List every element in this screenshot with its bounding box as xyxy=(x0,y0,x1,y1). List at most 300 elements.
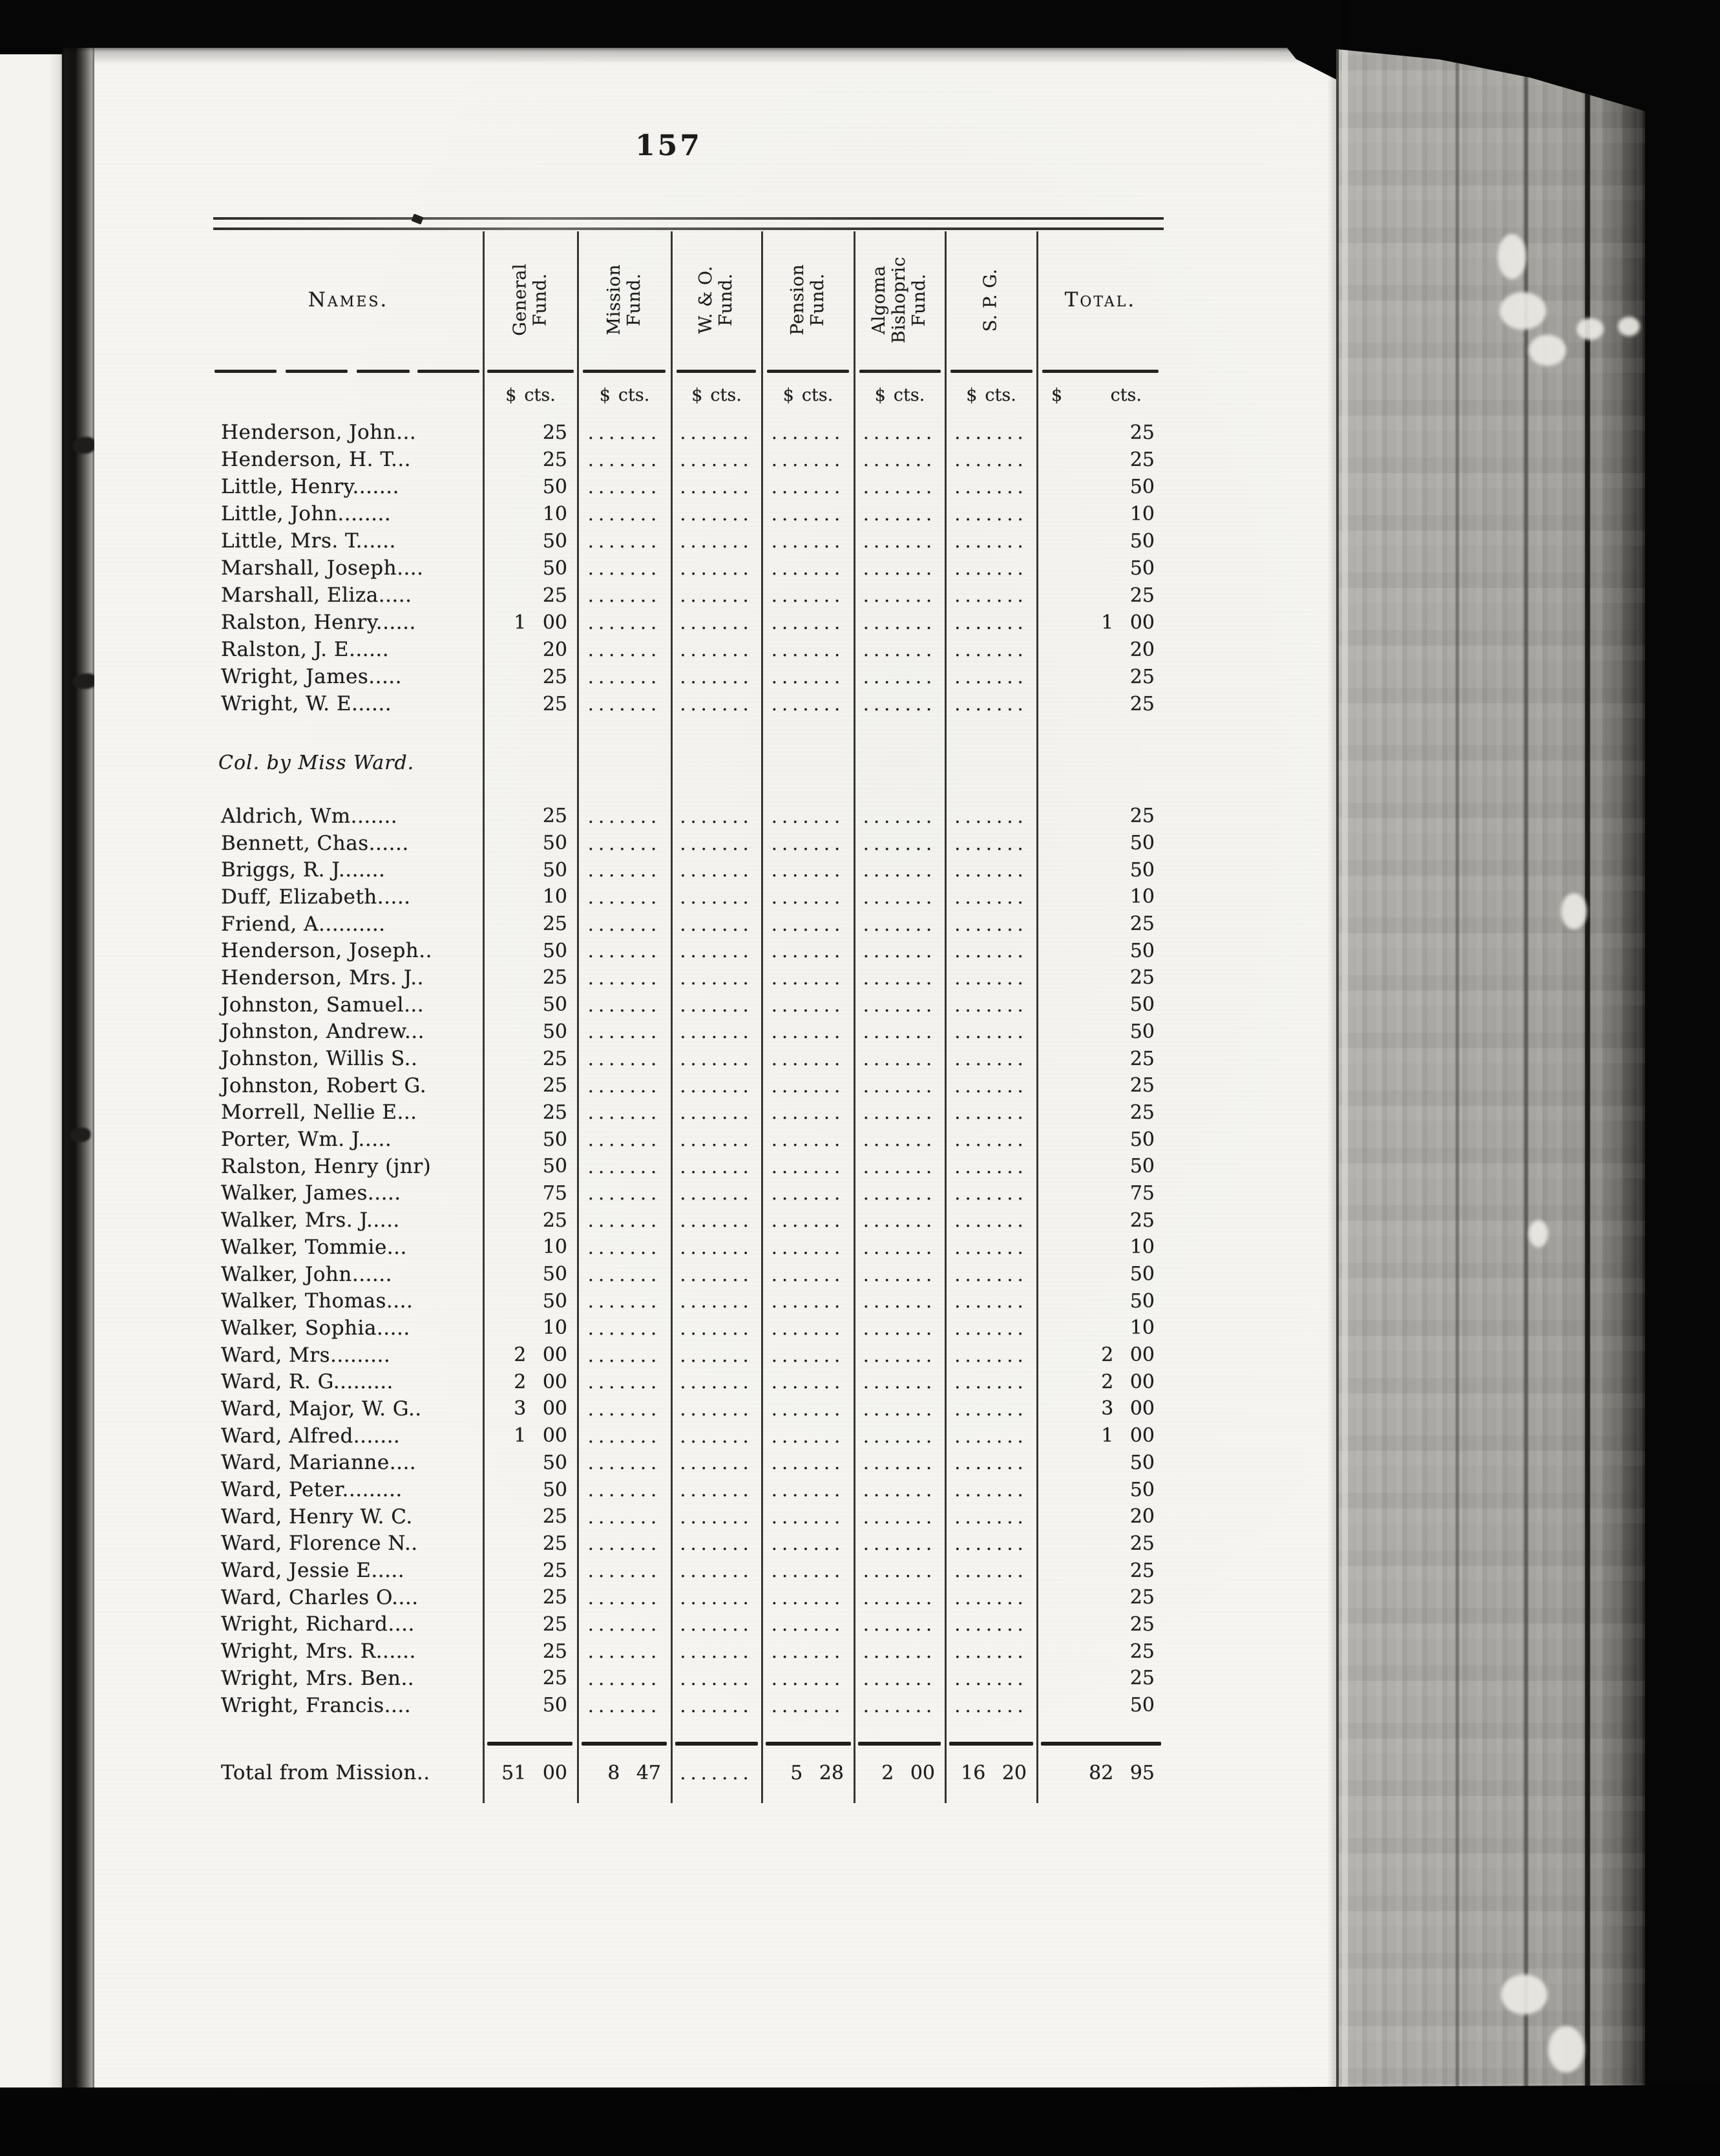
cell-algoma-empty xyxy=(854,1128,945,1150)
cell-mission-empty xyxy=(578,1128,671,1150)
row-name: Walker, Tommie... xyxy=(221,1235,407,1259)
table-row xyxy=(213,1180,1164,1207)
dotted-leader: ....... xyxy=(954,1505,1028,1528)
cell-algoma-empty xyxy=(854,1156,945,1178)
cell-general: 50 xyxy=(542,1155,567,1178)
row-name: Henderson, Joseph.. xyxy=(221,939,432,963)
cell-pension-empty xyxy=(762,1398,854,1420)
cell-mission-empty xyxy=(578,1506,671,1528)
row-name: Ward, Marianne.... xyxy=(221,1451,417,1475)
cell-algoma-empty xyxy=(854,666,945,688)
cell-spg-empty xyxy=(945,994,1037,1016)
scan-top-border xyxy=(0,0,1343,48)
cell-mission-empty xyxy=(578,940,671,962)
cell-spg: 16 20 xyxy=(961,1761,1027,1784)
cell-total: 25 xyxy=(1129,1612,1155,1636)
page-edge-highlight xyxy=(1342,0,1348,2156)
cell-general: 2 00 xyxy=(514,1344,567,1367)
unit-label xyxy=(671,385,762,405)
table-row xyxy=(213,1503,1164,1530)
dotted-leader: ....... xyxy=(954,503,1028,525)
cell-mission-empty xyxy=(578,859,671,881)
names-column-header xyxy=(213,233,483,367)
cell-mission-empty xyxy=(578,1559,671,1581)
dotted-leader: ....... xyxy=(771,1667,845,1689)
cell-mission-empty xyxy=(578,611,671,633)
dotted-leader: ....... xyxy=(680,1020,753,1043)
dotted-leader: ....... xyxy=(954,421,1028,443)
cell-general: 25 xyxy=(542,1209,567,1232)
total-rule-segment xyxy=(675,1742,758,1746)
cell-wo-empty xyxy=(671,639,762,661)
dotted-leader: ....... xyxy=(587,1020,662,1043)
cell-wo-empty xyxy=(671,1506,762,1528)
total-header-label: Total. xyxy=(1064,288,1137,312)
cell-mission-empty xyxy=(578,476,671,498)
cell-algoma-empty xyxy=(854,1048,945,1070)
dotted-leader: ....... xyxy=(954,885,1028,908)
row-name: Johnston, Robert G. xyxy=(221,1073,427,1097)
dotted-leader: ....... xyxy=(771,1236,845,1258)
dotted-leader: ....... xyxy=(680,913,753,935)
dotted-leader: ....... xyxy=(587,584,662,606)
dotted-leader: ....... xyxy=(863,805,937,827)
dotted-leader: ....... xyxy=(771,1048,845,1070)
cell-general: 25 xyxy=(542,805,567,828)
dotted-leader: ....... xyxy=(863,1667,937,1689)
mission-fund-column-header xyxy=(578,233,671,367)
dotted-leader: ....... xyxy=(680,611,753,633)
cell-total: 50 xyxy=(1129,1155,1155,1178)
cell-spg-empty xyxy=(945,530,1037,552)
row-name: Duff, Elizabeth..... xyxy=(221,885,411,909)
cell-algoma-empty xyxy=(854,1209,945,1231)
table-row xyxy=(213,527,1164,555)
dotted-leader: ....... xyxy=(863,1048,937,1070)
total-rule-segment xyxy=(949,1742,1033,1746)
dotted-leader: ....... xyxy=(863,1505,937,1528)
cell-mission-empty xyxy=(578,449,671,470)
dotted-leader: ....... xyxy=(680,666,753,688)
cell-spg-empty xyxy=(945,1048,1037,1070)
table-row xyxy=(213,1557,1164,1584)
table-row xyxy=(213,1611,1164,1638)
dotted-leader: ....... xyxy=(587,530,662,552)
cell-pension-empty xyxy=(762,503,854,525)
dotted-leader: ....... xyxy=(587,1397,662,1420)
dotted-leader: ....... xyxy=(587,1505,662,1528)
cell-mission-empty xyxy=(578,805,671,827)
table-row xyxy=(213,582,1164,609)
page-edge-groove xyxy=(1456,0,1459,2156)
row-name: Morrell, Nellie E... xyxy=(221,1101,417,1125)
dotted-leader: ....... xyxy=(954,1452,1028,1474)
dotted-leader: ....... xyxy=(771,1559,845,1582)
cell-spg-empty xyxy=(945,967,1037,989)
row-name: Ward, Alfred....... xyxy=(221,1424,401,1448)
cell-total: 25 xyxy=(1129,665,1155,688)
dotted-leader: ....... xyxy=(771,1209,845,1232)
cell-mission-empty xyxy=(578,1532,671,1554)
print-blemish xyxy=(411,213,423,224)
table-row xyxy=(213,419,1164,446)
dotted-leader: ....... xyxy=(680,805,753,827)
row-name: Wright, W. E...... xyxy=(221,692,392,715)
cell-general: 25 xyxy=(542,1047,567,1070)
dotted-leader: ....... xyxy=(587,993,662,1016)
cell-spg-empty xyxy=(945,1506,1037,1528)
cell-general: 25 xyxy=(542,665,567,688)
table-row xyxy=(213,663,1164,690)
cell-pension-empty xyxy=(762,1667,854,1689)
cell-general: 25 xyxy=(542,1074,567,1097)
table-row xyxy=(213,1072,1164,1099)
cell-general: 2 00 xyxy=(514,1370,567,1393)
cell-total: 50 xyxy=(1129,1128,1155,1151)
cell-general: 50 xyxy=(542,1263,567,1286)
total-column-header xyxy=(1037,233,1164,367)
dotted-leader: ....... xyxy=(863,1452,937,1474)
table-row xyxy=(213,803,1164,830)
row-name: Ward, Major, W. G.. xyxy=(221,1397,422,1421)
dotted-leader: ....... xyxy=(863,503,937,525)
dotted-leader: ....... xyxy=(680,966,753,989)
cell-pension-empty xyxy=(762,1506,854,1528)
cell-total: 50 xyxy=(1129,1263,1155,1286)
dotted-leader: ....... xyxy=(954,940,1028,962)
cell-wo-empty xyxy=(671,1263,762,1285)
dotted-leader: ....... xyxy=(680,1667,753,1689)
table-row xyxy=(213,636,1164,663)
cents-label: cts. xyxy=(1110,385,1142,405)
dotted-leader: ....... xyxy=(863,1020,937,1043)
cell-total: 25 xyxy=(1129,913,1155,936)
cell-total: 25 xyxy=(1129,1101,1155,1124)
dotted-leader: ....... xyxy=(680,1505,753,1528)
dotted-leader: ....... xyxy=(771,503,845,525)
cell-algoma-empty xyxy=(854,940,945,962)
table-row xyxy=(213,964,1164,991)
dotted-leader: ....... xyxy=(771,1128,845,1151)
dotted-leader: ....... xyxy=(954,639,1028,661)
cell-spg-empty xyxy=(945,832,1037,854)
dotted-leader: ....... xyxy=(954,1532,1028,1555)
cell-mission-empty xyxy=(578,832,671,854)
cell-pension-empty xyxy=(762,639,854,661)
dotted-leader: ....... xyxy=(587,1128,662,1151)
cell-algoma-empty xyxy=(854,1075,945,1097)
cell-spg-empty xyxy=(945,1236,1037,1258)
row-name: Ralston, Henry (jnr) xyxy=(221,1154,432,1178)
cell-total: 25 xyxy=(1129,1667,1155,1690)
dotted-leader: ....... xyxy=(863,421,937,443)
cell-mission-empty xyxy=(578,1236,671,1258)
dotted-leader: ....... xyxy=(863,1640,937,1663)
cell-algoma-empty xyxy=(854,1263,945,1285)
fund-header-label: Mission Fund. xyxy=(603,264,644,335)
dotted-leader: ....... xyxy=(771,940,845,962)
pension-fund-column-header xyxy=(762,233,854,367)
cell-wo-empty xyxy=(671,1479,762,1501)
row-name: Little, Henry....... xyxy=(221,475,399,498)
dotted-leader: ....... xyxy=(863,611,937,633)
dotted-leader: ....... xyxy=(680,1586,753,1609)
cell-total: 25 xyxy=(1129,805,1155,828)
row-name: Walker, John...... xyxy=(221,1262,392,1286)
table-row xyxy=(213,1045,1164,1072)
cell-algoma-empty xyxy=(854,1371,945,1393)
table-row xyxy=(213,473,1164,500)
cell-spg-empty xyxy=(945,1371,1037,1393)
cell-mission-empty xyxy=(578,1587,671,1609)
cell-spg-empty xyxy=(945,476,1037,498)
cell-algoma-empty xyxy=(854,1506,945,1528)
dotted-leader: ....... xyxy=(680,584,753,606)
cell-general: 25 xyxy=(542,1559,567,1582)
table-row xyxy=(213,555,1164,582)
cell-pension-empty xyxy=(762,1452,854,1474)
cell-pension-empty xyxy=(762,557,854,579)
row-name: Porter, Wm. J..... xyxy=(221,1128,392,1152)
dotted-leader: ....... xyxy=(680,1048,753,1070)
dotted-leader: ....... xyxy=(680,1101,753,1124)
cell-total: 2 00 xyxy=(1101,1344,1155,1367)
cell-pension-empty xyxy=(762,449,854,470)
table-row xyxy=(213,500,1164,527)
dotted-leader: ....... xyxy=(771,1155,845,1178)
cell-algoma: 2 00 xyxy=(881,1761,935,1784)
cell-wo-empty xyxy=(671,1290,762,1312)
page-number: 157 xyxy=(635,129,702,162)
dotted-leader: ....... xyxy=(954,1397,1028,1420)
cell-pension-empty xyxy=(762,1156,854,1178)
cell-general: 50 xyxy=(542,1020,567,1043)
cell-algoma-empty xyxy=(854,611,945,633)
cell-general: 1 00 xyxy=(514,1424,567,1448)
cell-spg-empty xyxy=(945,1101,1037,1123)
binding-stitch xyxy=(72,673,97,689)
dotted-leader: ....... xyxy=(771,476,845,498)
cell-spg-empty xyxy=(945,611,1037,633)
fund-header-label: General Fund. xyxy=(510,263,550,337)
dotted-leader: ....... xyxy=(863,530,937,552)
fund-header-label: Algoma Bishopric Fund. xyxy=(869,256,929,344)
cell-total: 10 xyxy=(1129,1316,1155,1340)
row-name: Walker, Mrs. J..... xyxy=(221,1209,400,1232)
dollar-sign: $ xyxy=(1051,385,1063,405)
cell-general: 50 xyxy=(542,1478,567,1501)
cell-mission-empty xyxy=(578,1667,671,1689)
dotted-leader: ....... xyxy=(771,1479,845,1501)
dotted-leader: ....... xyxy=(863,1613,937,1636)
cell-spg-empty xyxy=(945,1156,1037,1178)
header-rule-segment xyxy=(676,370,756,373)
dotted-leader: ....... xyxy=(771,530,845,552)
cell-pension-empty xyxy=(762,1479,854,1501)
dotted-leader: ....... xyxy=(954,832,1028,854)
dotted-leader: ....... xyxy=(954,584,1028,606)
cell-spg-empty xyxy=(945,859,1037,881)
cell-spg-empty xyxy=(945,1479,1037,1501)
dotted-leader: ....... xyxy=(954,993,1028,1016)
scan-bottom-border xyxy=(0,2085,1720,2156)
cell-spg-empty xyxy=(945,1317,1037,1339)
header-rule-segment xyxy=(767,370,849,373)
dotted-leader: ....... xyxy=(587,1613,662,1636)
cell-wo-empty xyxy=(671,940,762,962)
cell-pension-empty xyxy=(762,1695,854,1717)
dotted-leader: ....... xyxy=(771,449,845,470)
cell-wo-empty xyxy=(671,805,762,827)
cell-pension-empty xyxy=(762,994,854,1016)
dotted-leader: ....... xyxy=(863,1209,937,1232)
dotted-leader: ....... xyxy=(863,476,937,498)
cell-wo-empty xyxy=(671,693,762,715)
dotted-leader: ....... xyxy=(771,1182,845,1205)
table-body-section-1 xyxy=(213,419,1164,717)
section-heading: Col. by Miss Ward. xyxy=(218,752,415,774)
table-row xyxy=(213,690,1164,717)
cell-general: 50 xyxy=(542,993,567,1017)
cell-wo-empty xyxy=(671,994,762,1016)
dotted-leader: ....... xyxy=(863,1074,937,1097)
dotted-leader: ....... xyxy=(771,421,845,443)
cell-total: 82 95 xyxy=(1089,1761,1155,1784)
dotted-leader: ....... xyxy=(680,1074,753,1097)
dotted-leader: ....... xyxy=(771,1505,845,1528)
top-rule-second xyxy=(213,227,1164,230)
dotted-leader: ....... xyxy=(587,449,662,470)
dotted-leader: ....... xyxy=(587,1559,662,1582)
dotted-leader: ....... xyxy=(587,1694,662,1717)
dotted-leader: ....... xyxy=(863,1479,937,1501)
wo-fund-column-header xyxy=(671,233,762,367)
dotted-leader: ....... xyxy=(587,1640,662,1663)
table-row xyxy=(213,830,1164,857)
cell-algoma-empty xyxy=(854,584,945,606)
cell-pension-empty xyxy=(762,1613,854,1635)
header-rule-segment xyxy=(950,370,1033,373)
cell-pension-empty xyxy=(762,611,854,633)
cell-mission-empty xyxy=(578,1101,671,1123)
dotted-leader: ....... xyxy=(587,557,662,579)
dotted-leader: ....... xyxy=(587,1209,662,1232)
edge-scuff-mark xyxy=(1548,2026,1584,2073)
dotted-leader: ....... xyxy=(863,859,937,882)
cell-wo-empty xyxy=(671,1048,762,1070)
dotted-leader: ....... xyxy=(680,1424,753,1447)
dollar-sign: $ xyxy=(874,385,886,405)
cell-pension-empty xyxy=(762,1101,854,1123)
header-rule-segment xyxy=(1042,370,1159,373)
row-name: Ward, Jessie E..... xyxy=(221,1559,405,1583)
edge-scuff-mark xyxy=(1500,292,1546,330)
book-gutter xyxy=(61,37,98,2087)
dotted-leader: ....... xyxy=(771,993,845,1016)
dotted-leader: ....... xyxy=(863,966,937,989)
cell-wo-empty xyxy=(671,1075,762,1097)
cell-pension-empty xyxy=(762,1425,854,1447)
cell-wo-empty xyxy=(671,421,762,443)
dotted-leader: ....... xyxy=(771,557,845,579)
dotted-leader: ....... xyxy=(863,1397,937,1420)
dollar-sign: $ xyxy=(691,385,703,405)
dotted-leader: ....... xyxy=(954,557,1028,579)
row-name: Ralston, J. E...... xyxy=(221,638,390,661)
cell-mission-empty xyxy=(578,886,671,908)
cell-wo-empty xyxy=(671,1559,762,1581)
cell-wo-empty xyxy=(671,530,762,552)
dotted-leader: ....... xyxy=(954,1263,1028,1285)
row-name: Wright, Richard.... xyxy=(221,1612,415,1636)
dotted-leader: ....... xyxy=(954,1048,1028,1070)
cents-label: cts. xyxy=(710,385,742,405)
cell-pension-empty xyxy=(762,1559,854,1581)
dotted-leader: ....... xyxy=(863,1316,937,1339)
cell-spg-empty xyxy=(945,693,1037,715)
cell-spg-empty xyxy=(945,1532,1037,1554)
cell-general: 20 xyxy=(542,638,567,661)
cell-total: 75 xyxy=(1129,1181,1155,1205)
dotted-leader: ....... xyxy=(771,1290,845,1313)
cents-label: cts. xyxy=(524,385,556,405)
cell-pension-empty xyxy=(762,693,854,715)
cell-algoma-empty xyxy=(854,1559,945,1581)
cell-pension-empty xyxy=(762,940,854,962)
cell-mission-empty xyxy=(578,584,671,606)
cell-mission-empty xyxy=(578,967,671,989)
dotted-leader: ....... xyxy=(771,1397,845,1420)
cell-mission-empty xyxy=(578,1263,671,1285)
total-row-label: Total from Mission.. xyxy=(221,1761,430,1784)
dotted-leader: ....... xyxy=(954,859,1028,882)
cell-wo-empty xyxy=(671,832,762,854)
unit-label xyxy=(854,385,945,405)
dotted-leader: ....... xyxy=(771,1371,845,1393)
unit-label xyxy=(578,385,671,405)
dotted-leader: ....... xyxy=(863,1559,937,1582)
dotted-leader: ....... xyxy=(954,611,1028,633)
dotted-leader: ....... xyxy=(587,1586,662,1609)
row-name: Walker, Sophia..... xyxy=(221,1316,410,1340)
cell-algoma-empty xyxy=(854,1479,945,1501)
cell-general: 50 xyxy=(542,1289,567,1313)
unit-label xyxy=(762,385,854,405)
dotted-leader: ....... xyxy=(954,1613,1028,1636)
row-name: Aldrich, Wm....... xyxy=(221,804,398,828)
header-rule-segment xyxy=(286,370,348,373)
dotted-leader: ....... xyxy=(863,584,937,606)
table-row xyxy=(213,1234,1164,1261)
cell-mission-empty xyxy=(578,1371,671,1393)
dotted-leader: ....... xyxy=(771,1263,845,1285)
row-name: Ralston, Henry...... xyxy=(221,611,416,634)
row-name: Walker, James..... xyxy=(221,1181,401,1205)
cell-general: 50 xyxy=(542,1451,567,1474)
cell-wo-empty xyxy=(671,859,762,881)
cell-spg-empty xyxy=(945,1128,1037,1150)
table-row xyxy=(213,1422,1164,1450)
dotted-leader: ....... xyxy=(587,832,662,854)
cell-spg-empty xyxy=(945,503,1037,525)
cell-mission-empty xyxy=(578,503,671,525)
scanned-page xyxy=(94,48,1336,2087)
header-rule-segment xyxy=(215,370,277,373)
cell-general: 25 xyxy=(542,1586,567,1609)
cell-algoma-empty xyxy=(854,859,945,881)
dotted-leader: ....... xyxy=(680,639,753,661)
dotted-leader: ....... xyxy=(771,693,845,715)
